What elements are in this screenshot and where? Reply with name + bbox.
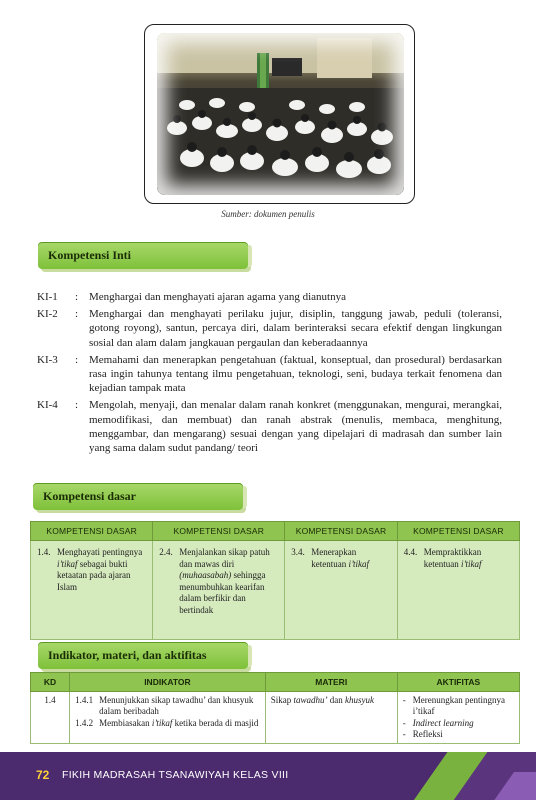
- mosque-gathering-photo: [157, 33, 404, 195]
- column-header-kd: KD: [31, 673, 70, 692]
- indikator-cell: [70, 692, 266, 744]
- ki-item: [37, 398, 502, 455]
- table-header-row: [31, 673, 520, 692]
- kompetensi-inti-heading: Kompetensi Inti: [38, 242, 248, 269]
- kd-text: Menghayati pentingnya i’tikaf sebagai bukti ketaatan pada ajaran Islam: [57, 547, 143, 592]
- kompetensi-dasar-table: [30, 521, 520, 640]
- column-header: KOMPETENSI DASAR: [31, 522, 153, 541]
- ki-item: [37, 353, 502, 396]
- table-cell: [397, 541, 519, 640]
- indicator-item: 1.4.2 Membiasakan i’tikaf ketika berada di masjid: [75, 717, 259, 728]
- aktifitas-item: - Refleksi: [402, 728, 443, 739]
- column-header-aktifitas: AKTIFITAS: [397, 673, 519, 692]
- kompetensi-inti-list: [37, 290, 502, 458]
- table-header-row: [31, 522, 520, 541]
- ki-separator: :: [75, 291, 79, 303]
- table-cell: [285, 541, 397, 640]
- aktifitas-item: - Indirect learning: [402, 717, 474, 728]
- kd-number: 2.4.: [159, 547, 173, 557]
- kd-text: Menjalankan sikap patuh dan mawas diri (muhaasabah) sehingga menumbuhkan kearifan dalam berfikir dan bertindak: [179, 547, 270, 615]
- aktifitas-item: - Merenungkan pentingnya i’tikaf: [402, 695, 505, 717]
- ki-text: Menghargai dan menghayati ajaran agama yang dianutnya: [89, 291, 346, 303]
- page-footer: [0, 752, 536, 800]
- book-title: FIKIH MADRASAH TSANAWIYAH KELAS VIII: [62, 769, 289, 781]
- ki-code: KI-2: [37, 308, 58, 321]
- kd-number: 4.4.: [403, 547, 418, 557]
- kompetensi-dasar-heading: Kompetensi dasar: [33, 483, 243, 510]
- ki-separator: :: [75, 353, 79, 366]
- kd-text: Menerapkan ketentuan i’tikaf: [311, 547, 370, 569]
- table-cell: [153, 541, 285, 640]
- ki-separator: :: [75, 308, 79, 321]
- materi-cell: Sikap tawadhu’ dan khusyuk: [265, 692, 397, 744]
- indikator-heading: Indikator, materi, dan aktifitas: [38, 642, 248, 669]
- indikator-table: [30, 672, 520, 744]
- indicator-item: 1.4.1 Menunjukkan sikap tawadhu’ dan khusyuk dalam beribadah: [75, 695, 254, 717]
- ki-text: Mengolah, menyaji, dan menalar dalam ranah konkret (menggunakan, mengurai, merangkai, memodifikasi, dan membuat) dan ranah abstrak (menulis, membaca, menghitung, menggambar, dan mengarang) sesuai dengan yang dipelajari di madrasah dan sumber lain yang sama dalam sudut pandang/ teori: [89, 399, 502, 455]
- aktifitas-cell: [397, 692, 519, 744]
- ki-text: Menghargai dan menghayati perilaku jujur, disiplin, tanggung jawab, peduli (toleransi, gotong royong), santun, percaya diri, dalam berinteraksi secara efektif dengan lingkungan sosial dan alam dalam jangkauan pergaulan dan keberadaannya: [89, 308, 502, 349]
- photo-frame: [144, 24, 415, 204]
- table-cell: [31, 541, 153, 640]
- kd-text: Mempraktikkan ketentuan i’tikaf: [423, 547, 482, 569]
- column-header: KOMPETENSI DASAR: [397, 522, 519, 541]
- table-row: [31, 541, 520, 640]
- ki-text: Memahami dan menerapkan pengetahuan (faktual, konseptual, dan prosedural) berdasarkan rasa ingin tahunya tentang ilmu pengetahuan, teknologi, seni, budaya terkait fenomena dan kejadian tampak mata: [89, 353, 502, 395]
- ki-code: KI-1: [37, 291, 58, 303]
- ki-item: [37, 290, 502, 304]
- kd-cell: 1.4: [31, 692, 70, 744]
- photo-caption: Sumber: dokumen penulis: [221, 209, 315, 219]
- column-header: KOMPETENSI DASAR: [153, 522, 285, 541]
- table-row: [31, 692, 520, 744]
- page-number: 72: [36, 768, 50, 782]
- column-header-indikator: INDIKATOR: [70, 673, 266, 692]
- ki-separator: :: [75, 399, 79, 412]
- ki-code: KI-4: [37, 399, 58, 412]
- ki-item: [37, 307, 502, 350]
- kd-number: 1.4.: [37, 547, 51, 557]
- kd-number: 3.4.: [291, 547, 305, 557]
- ki-code: KI-3: [37, 353, 58, 366]
- column-header-materi: MATERI: [265, 673, 397, 692]
- column-header: KOMPETENSI DASAR: [285, 522, 397, 541]
